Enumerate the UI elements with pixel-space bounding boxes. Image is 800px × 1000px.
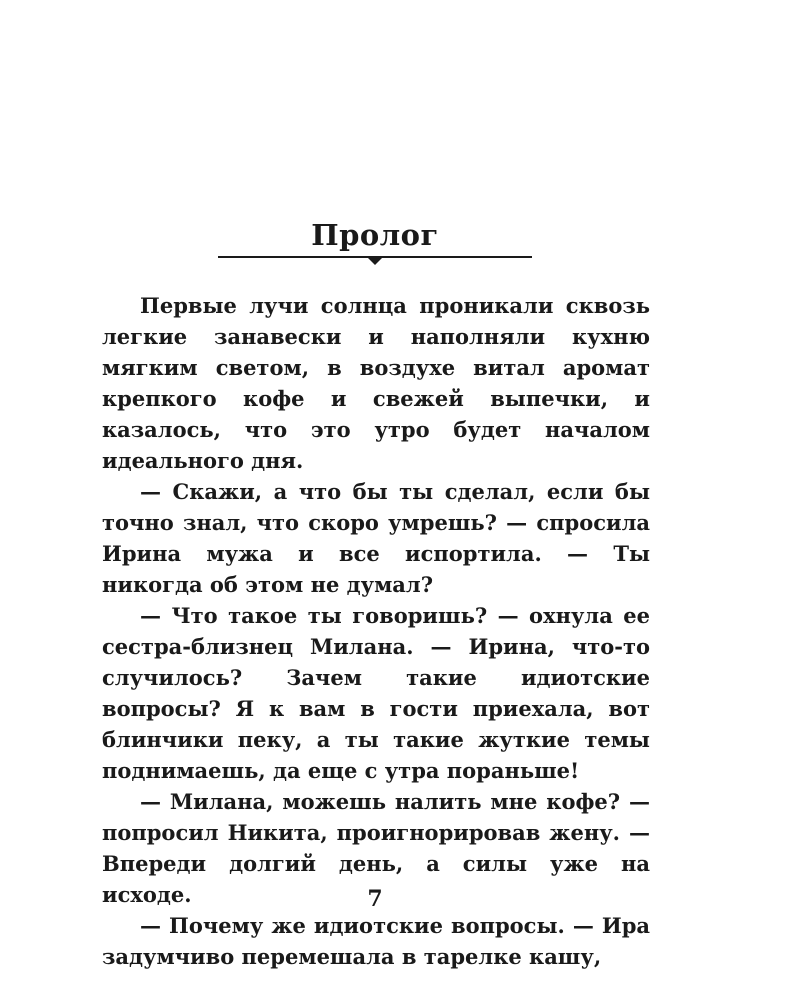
chapter-title: Пролог <box>311 218 439 252</box>
title-ornament-triangle <box>368 258 382 265</box>
paragraph: — Почему же идиотские вопросы. — Ира задумчиво перемешала в тарелке кашу, <box>102 913 650 969</box>
page-number: 7 <box>367 886 383 912</box>
paragraph: — Милана, можешь налить мне кофе? — попросил Никита, проигнорировав жену. — Впереди долгий день, а силы уже на исходе. <box>102 789 650 907</box>
paragraph: — Что такое ты говоришь? — охнула ее сестра-близнец Милана. — Ирина, что-то случилось? Зачем такие идиотские вопросы? Я к вам в гости приехала, вот блинчики пеку, а ты такие жуткие темы поднимаешь, да еще с утра пораньше! <box>102 603 650 783</box>
paragraph: — Скажи, а что бы ты сделал, если бы точно знал, что скоро умрешь? — спросила Ирина мужа и все испортила. — Ты никогда об этом не думал? <box>102 479 650 597</box>
paragraph: Первые лучи солнца проникали сквозь легкие занавески и наполняли кухню мягким светом, в воздухе витал аромат крепкого кофе и свежей выпечки, и казалось, что это утро будет началом идеального дня. <box>102 293 650 473</box>
body-text <box>102 290 650 972</box>
